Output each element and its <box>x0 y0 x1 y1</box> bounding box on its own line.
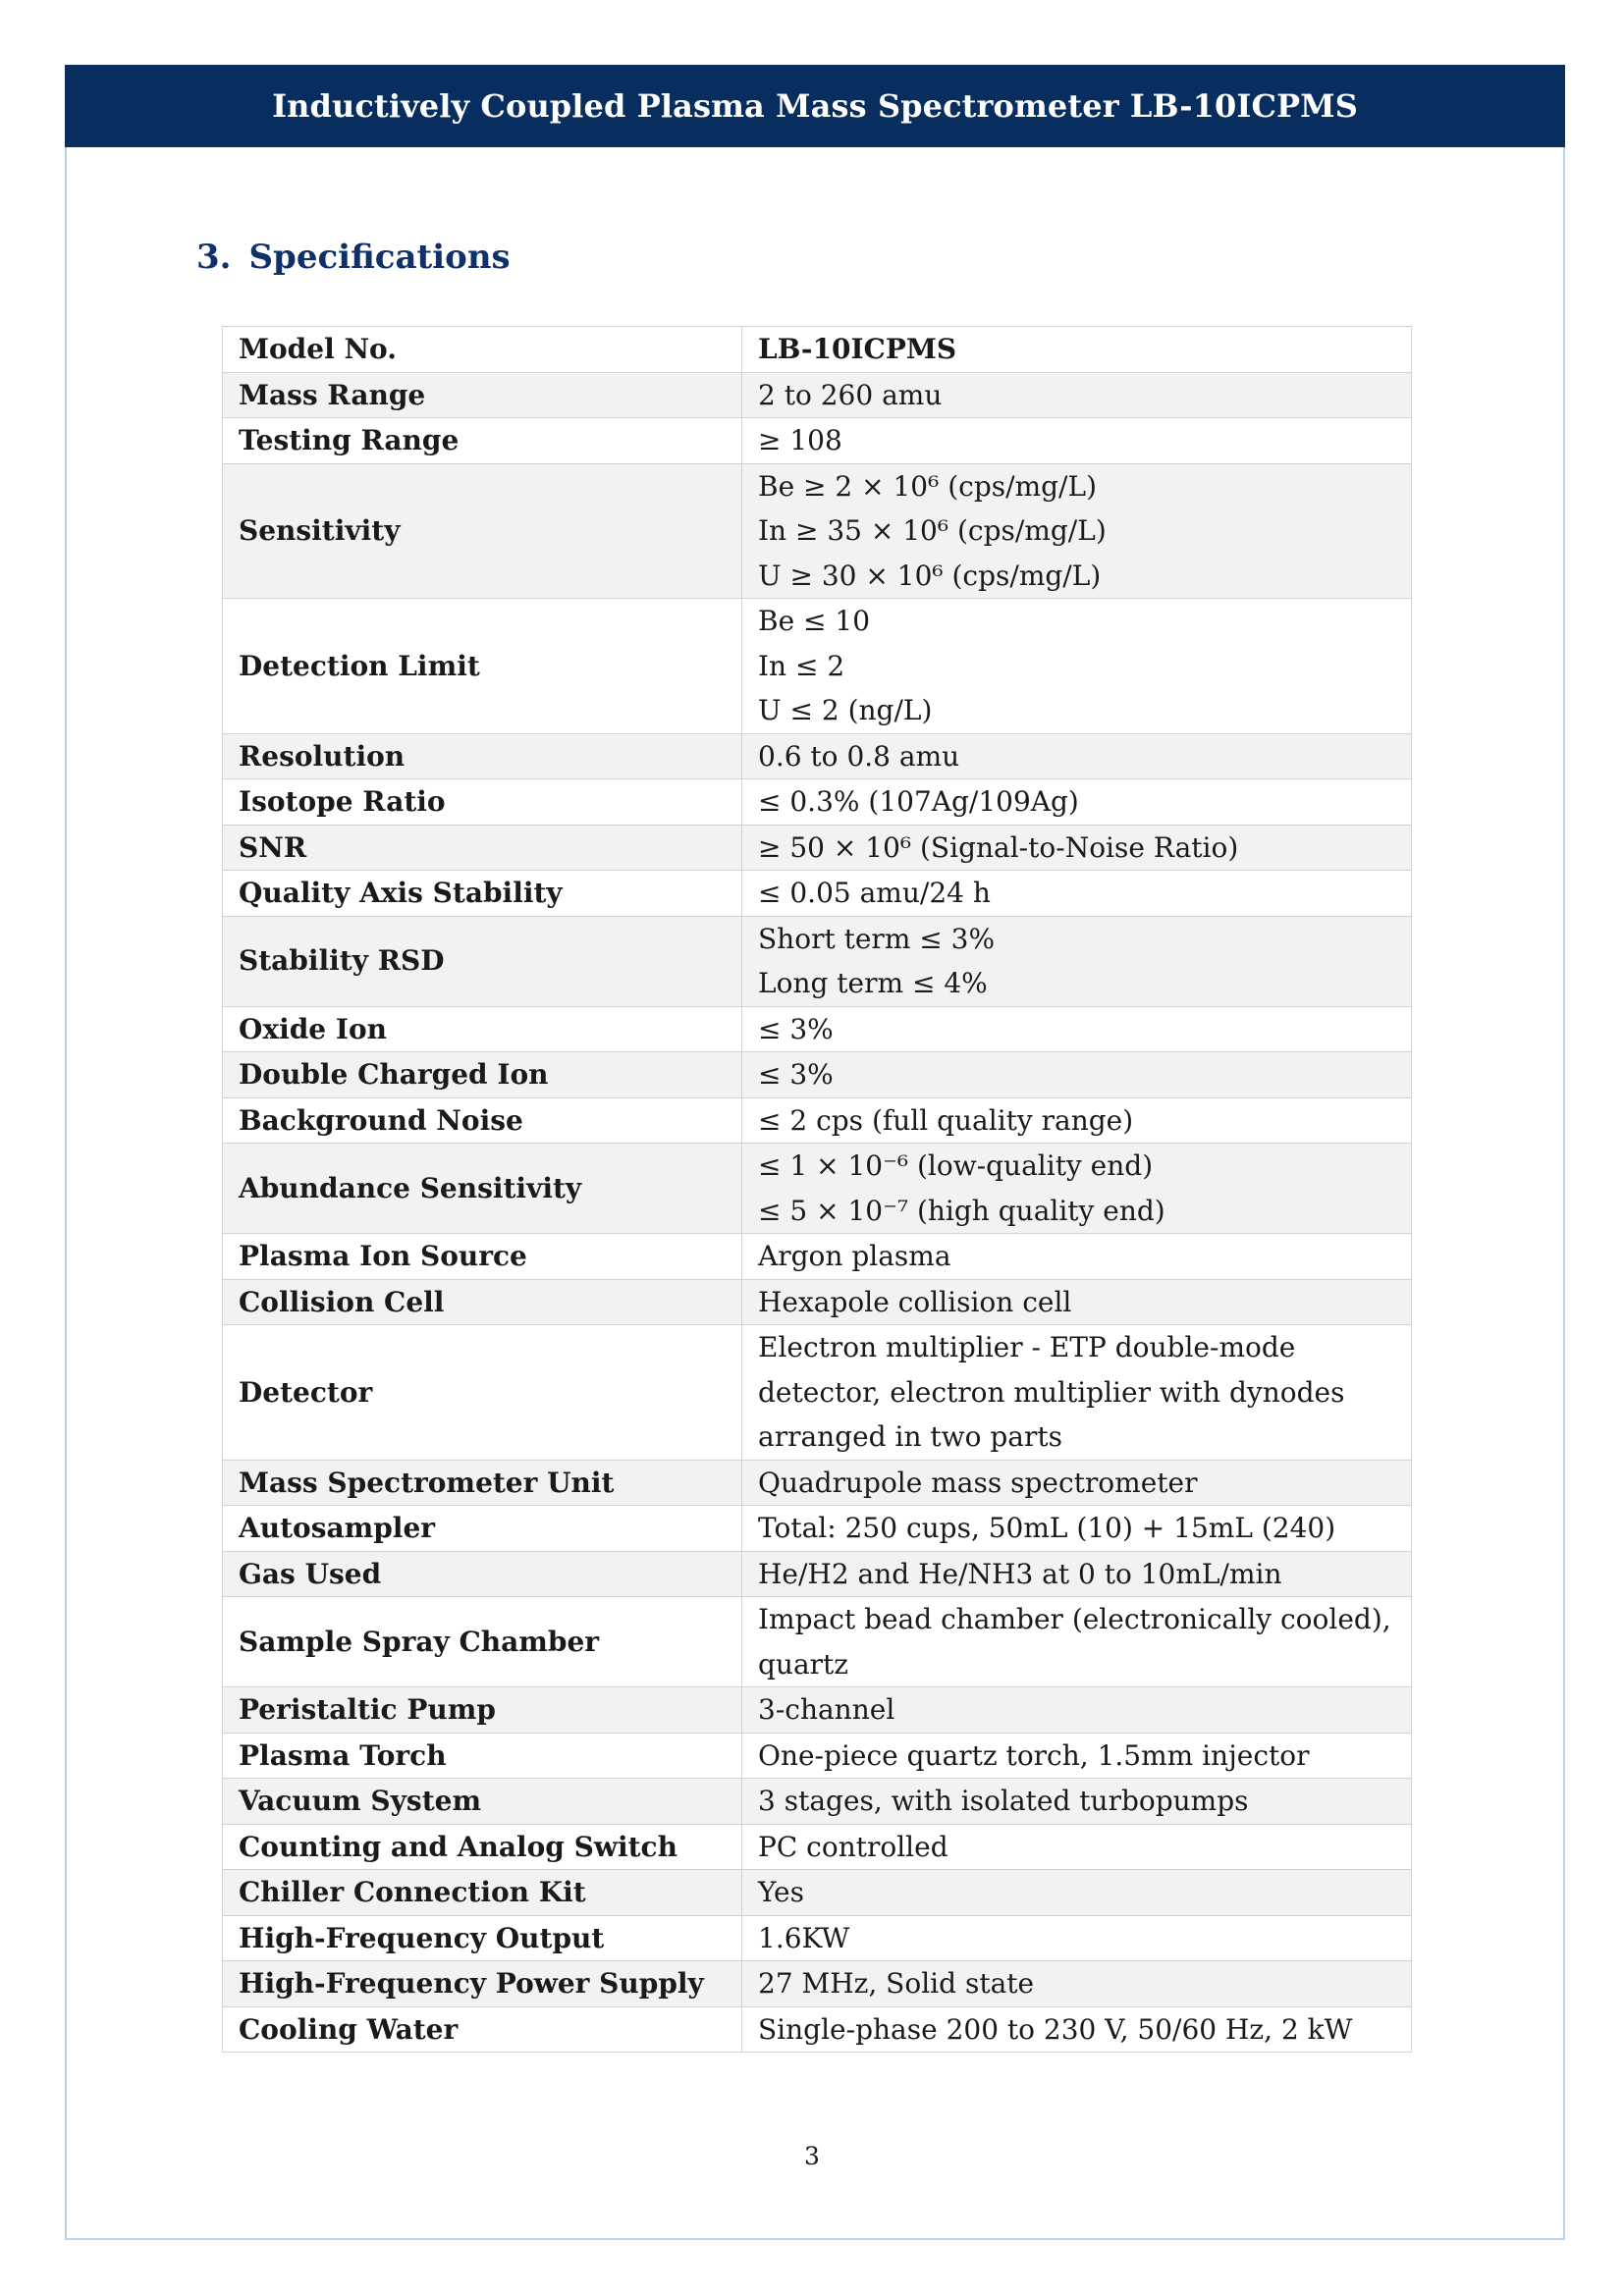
section-heading <box>196 238 511 277</box>
table-row <box>223 1097 1412 1144</box>
table-row <box>223 779 1412 826</box>
spec-value <box>742 825 1412 871</box>
table-row <box>223 1551 1412 1597</box>
spec-value <box>742 733 1412 779</box>
spec-value-line: ≤ 5 × 10⁻⁷ (high quality end) <box>758 1194 1165 1227</box>
spec-value-line: LB-10ICPMS <box>758 333 957 365</box>
spec-value <box>742 1144 1412 1234</box>
spec-value <box>742 1234 1412 1280</box>
spec-value <box>742 463 1412 599</box>
spec-label: High-Frequency Power Supply <box>223 1961 742 2007</box>
page-number: 3 <box>804 2142 820 2170</box>
spec-label: Stability RSD <box>223 916 742 1006</box>
table-row <box>223 1325 1412 1461</box>
section-title: Specifications <box>248 238 511 277</box>
table-row <box>223 372 1412 418</box>
spec-label: Autosampler <box>223 1506 742 1552</box>
spec-value-line: Quadrupole mass spectrometer <box>758 1466 1198 1499</box>
table-row <box>223 733 1412 779</box>
spec-value <box>742 916 1412 1006</box>
spec-value-line: Electron multiplier - ETP double-mode <box>758 1331 1296 1363</box>
spec-value <box>742 1006 1412 1052</box>
spec-value <box>742 1052 1412 1098</box>
spec-value-line: ≤ 0.3% (107Ag/109Ag) <box>758 785 1079 818</box>
spec-value <box>742 599 1412 734</box>
spec-value-line: PC controlled <box>758 1830 948 1863</box>
spec-value-line: U ≤ 2 (ng/L) <box>758 694 933 726</box>
spec-label: Testing Range <box>223 418 742 464</box>
table-row <box>223 1779 1412 1825</box>
spec-label: Vacuum System <box>223 1779 742 1825</box>
table-row <box>223 1460 1412 1506</box>
table-row <box>223 1506 1412 1552</box>
spec-value <box>742 1779 1412 1825</box>
spec-value-line: U ≥ 30 × 10⁶ (cps/mg/L) <box>758 559 1102 592</box>
spec-value-line: Total: 250 cups, 50mL (10) + 15mL (240) <box>758 1512 1336 1544</box>
table-row <box>223 1687 1412 1734</box>
spec-label: Resolution <box>223 733 742 779</box>
spec-value <box>742 1824 1412 1870</box>
spec-value-line: 0.6 to 0.8 amu <box>758 739 960 773</box>
spec-value-line: 2 to 260 amu <box>758 378 943 411</box>
spec-value <box>742 1279 1412 1325</box>
spec-value-line: Single-phase 200 to 230 V, 50/60 Hz, 2 kW <box>758 2012 1353 2046</box>
spec-value-line: Argon plasma <box>758 1240 951 1272</box>
spec-value-line: ≤ 1 × 10⁻⁶ (low-quality end) <box>758 1149 1154 1182</box>
table-row <box>223 463 1412 599</box>
spec-value-line: 3-channel <box>758 1693 895 1726</box>
table-row <box>223 1824 1412 1870</box>
spec-label: Gas Used <box>223 1551 742 1597</box>
spec-label: Detection Limit <box>223 599 742 734</box>
spec-label: Mass Spectrometer Unit <box>223 1460 742 1506</box>
spec-value <box>742 327 1412 373</box>
spec-label: Collision Cell <box>223 1279 742 1325</box>
table-row <box>223 1915 1412 1961</box>
spec-label: Abundance Sensitivity <box>223 1144 742 1234</box>
spec-label: Quality Axis Stability <box>223 871 742 917</box>
spec-label: SNR <box>223 825 742 871</box>
spec-value-line: Hexapole collision cell <box>758 1285 1072 1318</box>
table-row <box>223 1961 1412 2007</box>
spec-value-line: detector, electron multiplier with dynodes <box>758 1375 1345 1409</box>
spec-label: Plasma Torch <box>223 1733 742 1779</box>
table-row <box>223 418 1412 464</box>
spec-value-line: In ≤ 2 <box>758 649 845 682</box>
spec-value-line: One-piece quartz torch, 1.5mm injector <box>758 1738 1310 1772</box>
table-row <box>223 599 1412 734</box>
table-row <box>223 825 1412 871</box>
table-row <box>223 1870 1412 1916</box>
table-row <box>223 1597 1412 1687</box>
spec-value-line: Impact bead chamber (electronically cooled), <box>758 1603 1391 1635</box>
spec-value-line: 1.6KW <box>758 1921 850 1954</box>
spec-label: High-Frequency Output <box>223 1915 742 1961</box>
spec-value-line: Yes <box>758 1876 804 1908</box>
spec-value <box>742 1551 1412 1597</box>
spec-value <box>742 1733 1412 1779</box>
spec-value-line: Long term ≤ 4% <box>758 967 988 999</box>
spec-value-line: ≤ 0.05 amu/24 h <box>758 877 991 909</box>
spec-value <box>742 1915 1412 1961</box>
spec-value <box>742 2006 1412 2053</box>
spec-label: Sensitivity <box>223 463 742 599</box>
spec-value-line: ≥ 50 × 10⁶ (Signal-to-Noise Ratio) <box>758 830 1239 864</box>
spec-label: Peristaltic Pump <box>223 1687 742 1734</box>
spec-label: Sample Spray Chamber <box>223 1597 742 1687</box>
spec-value-line: 3 stages, with isolated turbopumps <box>758 1785 1249 1817</box>
spec-value-line: 27 MHz, Solid state <box>758 1967 1035 2000</box>
spec-value <box>742 1870 1412 1916</box>
spec-value <box>742 1506 1412 1552</box>
table-row <box>223 1006 1412 1052</box>
spec-value-line: ≤ 2 cps (full quality range) <box>758 1103 1134 1137</box>
table-row <box>223 871 1412 917</box>
document-header-banner <box>65 65 1565 147</box>
table-row <box>223 1733 1412 1779</box>
spec-value <box>742 1597 1412 1687</box>
spec-value-line: In ≥ 35 × 10⁶ (cps/mg/L) <box>758 514 1107 547</box>
table-row <box>223 916 1412 1006</box>
spec-value <box>742 418 1412 464</box>
spec-label: Model No. <box>223 327 742 373</box>
spec-label: Oxide Ion <box>223 1006 742 1052</box>
table-row <box>223 1052 1412 1098</box>
spec-value <box>742 1687 1412 1734</box>
table-row <box>223 1234 1412 1280</box>
spec-value <box>742 372 1412 418</box>
spec-value-line: quartz <box>758 1647 849 1681</box>
spec-label: Background Noise <box>223 1097 742 1144</box>
spec-value <box>742 1460 1412 1506</box>
spec-label: Chiller Connection Kit <box>223 1870 742 1916</box>
table-row <box>223 1279 1412 1325</box>
spec-label: Mass Range <box>223 372 742 418</box>
spec-value-line: ≥ 108 <box>758 424 842 456</box>
table-row <box>223 1144 1412 1234</box>
spec-value-line: ≤ 3% <box>758 1058 834 1091</box>
spec-label: Cooling Water <box>223 2006 742 2053</box>
document-title: Inductively Coupled Plasma Mass Spectrometer LB-10ICPMS <box>272 87 1358 125</box>
spec-label: Isotope Ratio <box>223 779 742 826</box>
spec-value <box>742 871 1412 917</box>
spec-value-line: arranged in two parts <box>758 1420 1062 1453</box>
spec-value <box>742 1961 1412 2007</box>
table-row <box>223 2006 1412 2053</box>
spec-value-line: He/H2 and He/NH3 at 0 to 10mL/min <box>758 1557 1282 1590</box>
spec-value <box>742 1325 1412 1461</box>
spec-label: Detector <box>223 1325 742 1461</box>
spec-value-line: Be ≤ 10 <box>758 605 871 637</box>
spec-value-line: Be ≥ 2 × 10⁶ (cps/mg/L) <box>758 469 1097 503</box>
table-row <box>223 327 1412 373</box>
spec-value <box>742 1097 1412 1144</box>
specifications-table <box>222 326 1412 2053</box>
spec-value-line: Short term ≤ 3% <box>758 922 996 955</box>
spec-value <box>742 779 1412 826</box>
spec-label: Plasma Ion Source <box>223 1234 742 1280</box>
spec-label: Double Charged Ion <box>223 1052 742 1098</box>
section-number: 3. <box>196 238 232 277</box>
spec-label: Counting and Analog Switch <box>223 1824 742 1870</box>
spec-value-line: ≤ 3% <box>758 1012 834 1045</box>
